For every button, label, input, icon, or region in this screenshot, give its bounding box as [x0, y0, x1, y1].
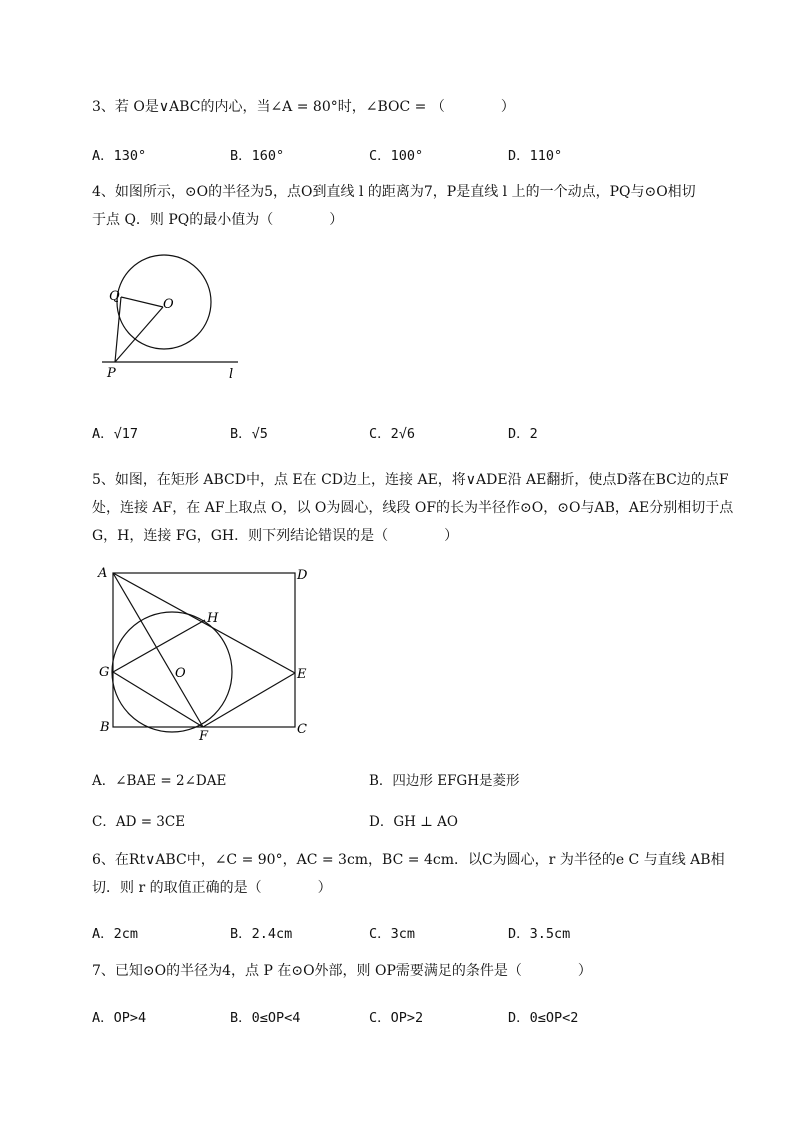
q5-line-1: 5、如图，在矩形 ABCD中，点 E在 CD边上，连接 AE，将∨ADE沿 AE翻折，使点D落在BC边的点F — [92, 472, 729, 488]
q5-label-c: C — [297, 722, 307, 737]
q5-label-e: E — [297, 667, 307, 682]
q4-option-b[interactable]: B．√5 — [230, 426, 268, 442]
q4-label-p: P — [107, 366, 116, 381]
question-5-options-row-1 — [92, 769, 742, 789]
q5-label-d: D — [297, 568, 308, 583]
q7-option-c[interactable]: C．OP>2 — [369, 1010, 424, 1026]
q6-line-2: 切．则 r 的取值正确的是（ ） — [92, 880, 332, 896]
q6-line-1: 6、在Rt∨ABC中，∠C = 90°，AC = 3cm，BC = 4cm．以C为圆心，r 为半径的e C 与直线 AB相 — [92, 852, 725, 868]
q4-option-c[interactable]: C．2√6 — [369, 426, 416, 442]
q5-segment-fe — [203, 673, 295, 727]
q5-label-o: O — [175, 666, 186, 681]
question-7-text: 7、已知⊙O的半径为4，点 P 在⊙O外部，则 OP需要满足的条件是（ ） — [92, 963, 592, 979]
q5-segment-ae — [113, 573, 295, 673]
q3-option-c[interactable]: C．100° — [369, 148, 424, 164]
q4-label-o: O — [163, 297, 174, 312]
q5-label-h: H — [207, 611, 219, 626]
question-3-text: 3、若 O是∨ABC的内心，当∠A = 80°时，∠BOC = （ ） — [92, 99, 515, 115]
q5-label-f: F — [199, 729, 209, 744]
q7-option-b[interactable]: B．0≤OP<4 — [230, 1010, 301, 1026]
q4-option-a[interactable]: A．√17 — [92, 426, 139, 442]
q5-line-2: 处，连接 AF，在 AF上取点 O，以 O为圆心，线段 OF的长为半径作⊙O，⊙O与AB，AE分别相切于点 — [92, 500, 734, 516]
q4-line-2: 于点 Q．则 PQ的最小值为（ ） — [92, 212, 344, 228]
q6-option-a[interactable]: A．2cm — [92, 926, 139, 942]
q4-label-q: Q — [109, 289, 120, 304]
question-7-options — [92, 1006, 742, 1026]
q5-label-g: G — [99, 665, 110, 680]
question-5-text — [92, 466, 742, 550]
q5-option-b[interactable]: B．四边形 EFGH是菱形 — [369, 773, 520, 789]
q4-option-d[interactable]: D．2 — [508, 426, 538, 442]
question-6-options — [92, 922, 742, 942]
q5-option-d[interactable]: D．GH ⊥ AO — [369, 814, 458, 830]
question-5-options-row-2 — [92, 810, 742, 830]
q5-segment-gh — [113, 620, 205, 672]
q5-option-c[interactable]: C．AD = 3CE — [92, 814, 186, 830]
q4-label-l: l — [229, 367, 234, 382]
q3-option-d[interactable]: D．110° — [508, 148, 563, 164]
q5-segment-gf — [113, 672, 203, 727]
q3-option-b[interactable]: B．160° — [230, 148, 285, 164]
q3-option-a[interactable]: A．130° — [92, 148, 147, 164]
q5-rectangle-abcd — [113, 573, 295, 727]
q7-option-a[interactable]: A．OP>4 — [92, 1010, 147, 1026]
q5-label-b: B — [100, 720, 110, 735]
q6-option-d[interactable]: D．3.5cm — [508, 926, 571, 942]
q6-option-b[interactable]: B．2.4cm — [230, 926, 293, 942]
q6-option-c[interactable]: C．3cm — [369, 926, 416, 942]
q5-label-a: A — [98, 566, 108, 581]
q4-segment-qo — [121, 297, 163, 307]
q7-option-d[interactable]: D．0≤OP<2 — [508, 1010, 579, 1026]
q5-line-3: G，H，连接 FG，GH．则下列结论错误的是（ ） — [92, 528, 459, 544]
q5-segment-af — [113, 573, 203, 727]
question-6-text — [92, 846, 742, 902]
q5-option-a[interactable]: A．∠BAE = 2∠DAE — [92, 773, 227, 789]
q4-segment-op — [115, 307, 163, 362]
q4-line-1: 4、如图所示，⊙O的半径为5，点O到直线 l 的距离为7，P是直线 l 上的一个动点，PQ与⊙O相切 — [92, 184, 696, 200]
q4-segment-qp — [115, 297, 121, 362]
q5-circle-o — [112, 612, 232, 732]
question-4-options — [92, 422, 742, 442]
